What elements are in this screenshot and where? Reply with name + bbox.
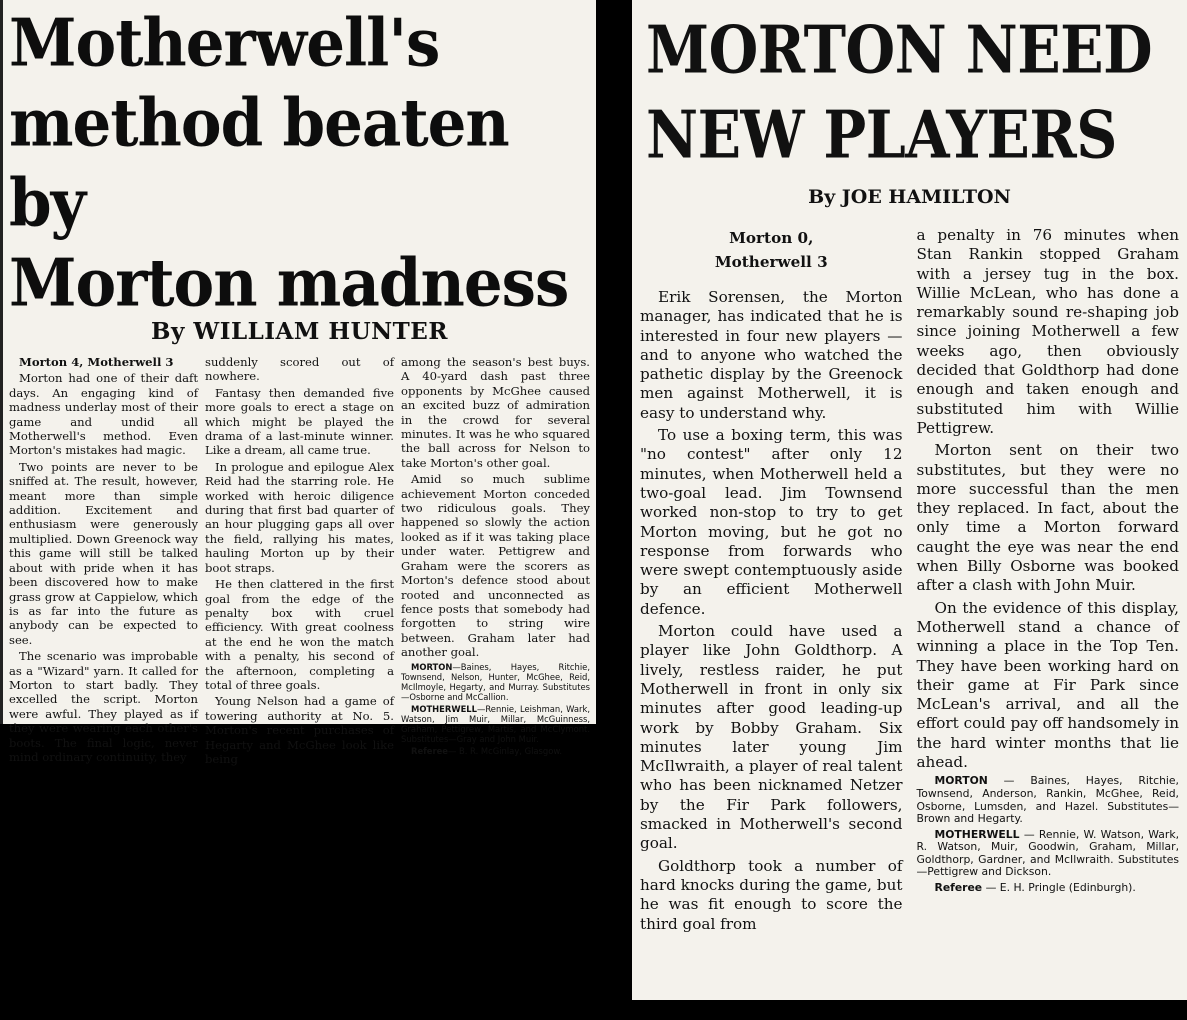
right-headline-line: MORTON NEED — [646, 11, 1153, 89]
right-column-2 — [917, 226, 1180, 937]
referee-label: Referee — [411, 745, 448, 756]
right-byline: By JOE HAMILTON — [808, 186, 1011, 208]
left-headline-line: method beaten by — [9, 85, 509, 242]
paragraph: Morton could have used a player like John Goldthorp. A lively, restless raider, he put Motherwell in front in only six minutes after good leading-up work by Bobby Graham. Six minutes later young Jim McIlwraith, a player of real talent who has been nicknamed Netzer by the Fir Park followers, smacked in Motherwell's second goal. — [640, 622, 903, 853]
team-players: — Rennie, W. Watson, Wark, R. Watson, Muir, Goodwin, Graham, Millar, Goldthorp, Gardner, and McIlwraith. Substitutes—Pettigrew and Dickson. — [916, 827, 1179, 879]
left-article — [0, 0, 596, 766]
referee-label: Referee — [934, 881, 983, 895]
paragraph: Morton had one of their daft days. An engaging kind of madness underlay most of their game and undid all Motherwell's method. Even Morton's mistakes had magic. — [9, 371, 198, 458]
team-name: MOTHERWELL — [411, 703, 477, 714]
left-match-result: Morton 4, Motherwell 3 — [19, 355, 174, 369]
paragraph: In prologue and epilogue Alex Reid had the starring role. He worked with heroic diligence during that first bad quarter of an hour plugging gaps all over the field, rallying his mates, hauling Morton up by their boot straps. — [205, 459, 394, 575]
team-players: —Baines, Hayes, Ritchie, Townsend, Nelson, Hunter, McGhee, Reid, McIlmoyle, Hegarty, and Murray. Substitutes—Osborne and McCallion. — [401, 661, 590, 702]
paragraph: On the evidence of this display, Motherwell stand a chance of winning a place in the Top Ten. They have been working hard on their game at Fir Park since McLean's arrival, and all the effort could pay off handsomely in the hard winter months that lie ahead. — [916, 598, 1179, 772]
team-lineup — [917, 775, 1180, 825]
left-headline-line: Morton madness — [9, 244, 569, 322]
referee-line — [401, 746, 590, 756]
team-lineup — [401, 704, 590, 744]
paragraph: suddenly scored out of nowhere. — [205, 355, 394, 384]
paragraph: The scenario was improbable as a "Wizard" yarn. It called for Morton to start badly. They excelled the script. Morton were awful. They played as if they were wearing each other's boots. The final logic, never mind ordinary continuity, they — [9, 649, 198, 764]
left-headline-line: Motherwell's — [9, 5, 440, 82]
referee-name: — B. R. McGinlay, Glasgow. — [447, 745, 563, 756]
team-name: MOTHERWELL — [934, 827, 1020, 841]
paragraph: Amid so much sublime achievement Morton conceded two ridiculous goals. They happened so slowly the action looked as if it was taking place under water. Pettigrew and Graham were the scorers as Morton's defence stood about rooted and unconnected as fence posts that somebody had forgotten to string wire between. Graham later had another goal. — [401, 472, 590, 660]
left-column-1 — [9, 355, 198, 768]
left-headline — [9, 4, 590, 324]
right-headline — [646, 8, 1179, 178]
paragraph: a penalty in 76 minutes when Stan Rankin stopped Graham with a jersey tug in the box. Willie McLean, who has done a remarkably sound re-shaping job since joining Motherwell a few weeks ago, then obviously decided that Goldthorp had done enough and taken enough and substituted him with Willie Pettigrew. — [916, 226, 1179, 437]
team-lineup — [917, 829, 1180, 879]
left-column-3 — [401, 355, 590, 768]
referee-line — [917, 882, 1180, 895]
result-line: Motherwell 3 — [714, 253, 828, 271]
team-name: MORTON — [934, 774, 988, 788]
right-columns — [640, 226, 1179, 937]
paragraph: Erik Sorensen, the Morton manager, has indicated that he is interested in four new players — and to anyone who watched the pathetic display by the Greenock men against Motherwell, it is easy to understand why. — [640, 288, 903, 422]
right-headline-line: NEW PLAYERS — [646, 96, 1117, 174]
left-column-2 — [205, 355, 394, 768]
paragraph: among the season's best buys. A 40-yard dash past three opponents by McGhee caused an excited buzz of admiration in the crowd for several minutes. It was he who squared the ball across for Nelson to take Morton's other goal. — [401, 355, 590, 470]
left-byline: By WILLIAM HUNTER — [151, 318, 448, 345]
paragraph: He then clattered in the first goal from the edge of the penalty box with cruel efficiency. With great coolness at the end he won the match with a penalty, his second of the afternoon, completing a total of three goals. — [205, 577, 394, 692]
right-column-1 — [640, 226, 903, 937]
paragraph: Two points are never to be sniffed at. The result, however, meant more than simple addition. Excitement and enthusiasm were generously multiplied. Down Greenock way this game will still be talked about with pride when it has been discovered how to make grass grow at Cappielow, which is as far into the future as anybody can be expected to see. — [9, 459, 198, 647]
team-lineup — [401, 662, 590, 702]
referee-name: — E. H. Pringle (Edinburgh). — [982, 881, 1136, 895]
right-article — [632, 0, 1187, 1000]
paragraph: Young Nelson had a game of towering authority at No. 5. Morton's recent purchases of Hegarty and McGhee look like being — [205, 694, 394, 766]
team-players: — Baines, Hayes, Ritchie, Townsend, Anderson, Rankin, McGhee, Reid, Osborne, Lumsden, and Hazel. Substitutes—Brown and Hegarty. — [916, 774, 1179, 826]
paragraph: Goldthorp took a number of hard knocks during the game, but he was fit enough to score the third goal from — [640, 856, 903, 933]
right-match-result — [640, 226, 903, 274]
paragraph: Morton sent on their two substitutes, but they were no more successful than the men they replaced. In fact, about the only time a Morton forward caught the eye was near the end when Billy Osborne was booked after a clash with John Muir. — [916, 441, 1179, 595]
paragraph: To use a boxing term, this was "no contest" after only 12 minutes, when Motherwell held a two-goal lead. Jim Townsend worked non-stop to try to get Morton moving, but he got no response from forwards who were swept contemptuously aside by an efficient Motherwell defence. — [640, 426, 903, 618]
result-line: Morton 0, — [729, 229, 814, 247]
left-columns — [9, 355, 590, 768]
paragraph: Fantasy then demanded five more goals to erect a stage on which might be played the drama of a last-minute winner. Like a dream, all came true. — [205, 385, 394, 458]
team-name: MORTON — [411, 661, 453, 672]
team-players: —Rennie, Leishman, Wark, Watson, Jim Muir, Millar, McGuinness, Graham, Pettigrew, Martis, and McClymont. Substitutes—Gray and John Muir. — [401, 703, 590, 744]
